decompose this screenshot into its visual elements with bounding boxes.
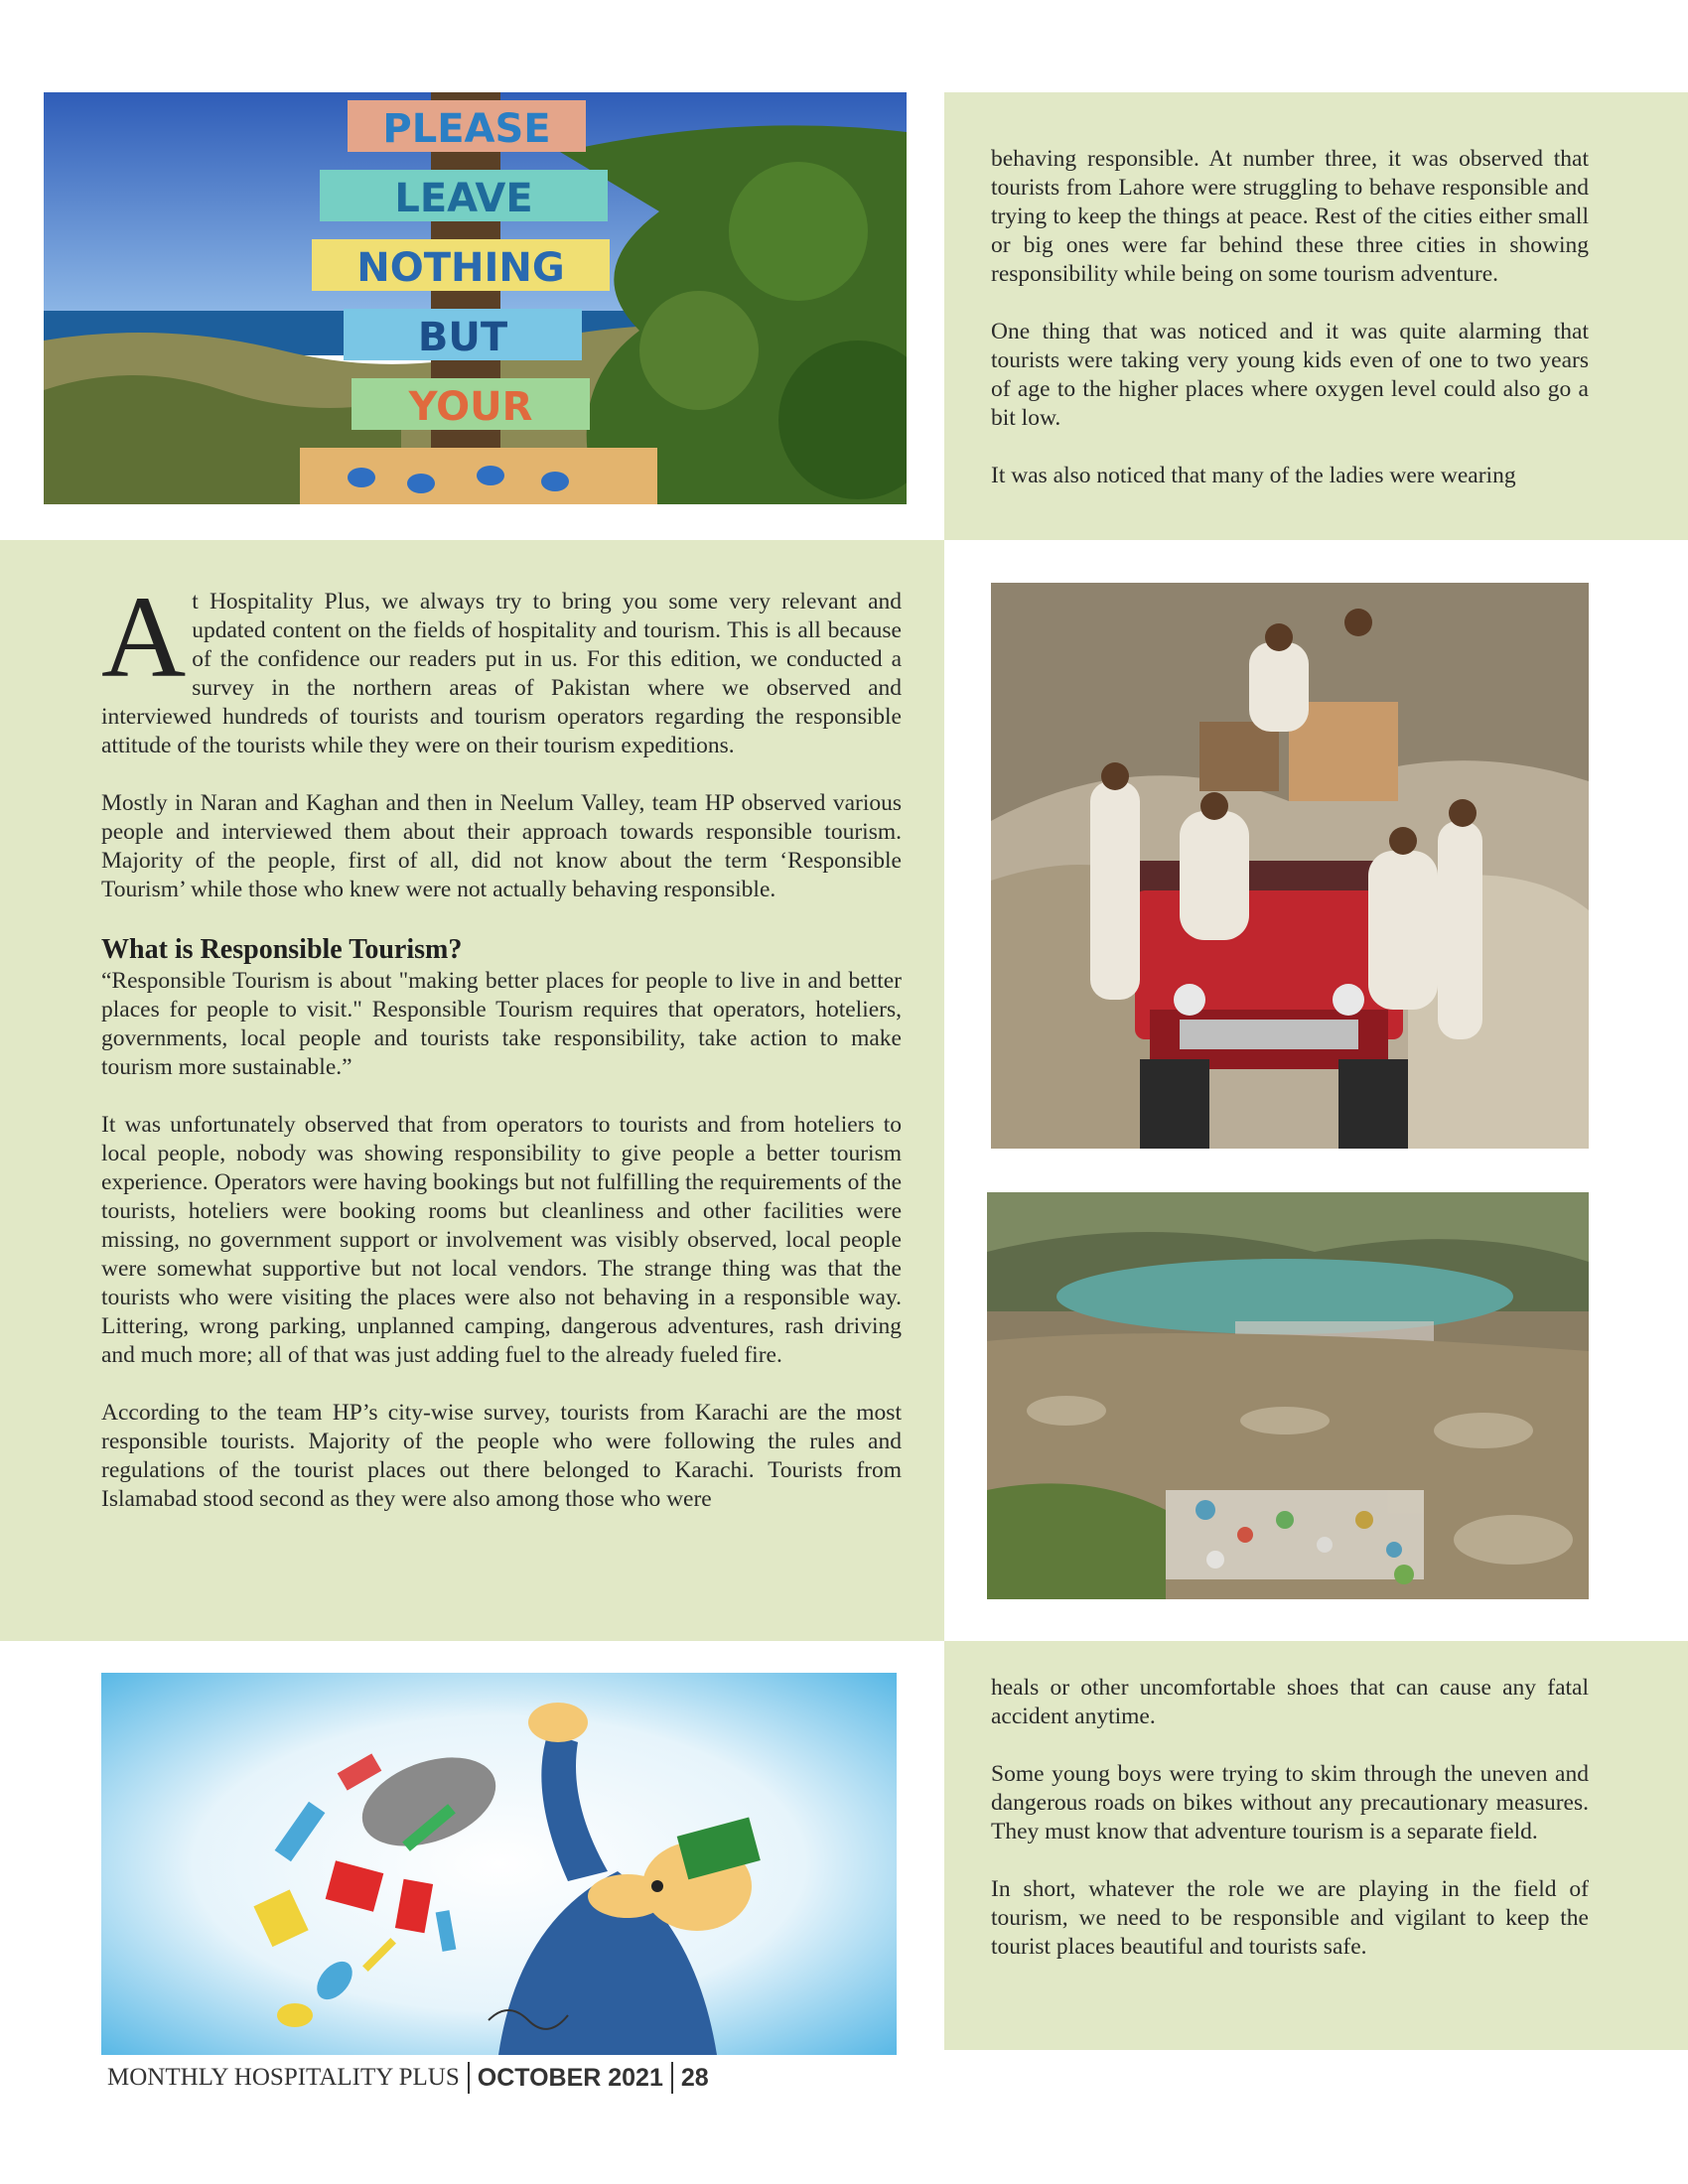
paragraph: It was also noticed that many of the ladies were wearing xyxy=(991,463,1516,488)
sign-line-4: BUT xyxy=(417,315,508,360)
quote-paragraph: “Responsible Tourism is about "making better places for people to live in and better places for people to visit." Responsible Tourism requires that operators, hoteliers, governments, local people and tourists take responsibility, take action to make tourism more sustainable.” xyxy=(101,968,902,1080)
page-footer xyxy=(107,2061,709,2095)
signpost-photo xyxy=(44,92,907,504)
paragraph: Some young boys were trying to skim through the uneven and dangerous roads on bikes without any precautionary measures. They must know that adventure tourism is a separate field. xyxy=(991,1761,1589,1844)
paragraph: It was unfortunately observed that from operators to tourists and from hoteliers to local people, nobody was showing responsibility to give people a better tourism experience. Operators were having bookings but not fulfilling the requirements of the tourists, hoteliers were booking rooms but cleanliness and other facilities were missing, no government support or involvement was visibly observed, local people were somewhat supportive but not local vendors. The strange thing was that the tourists who were visiting the places were also not behaving in a responsible way. Littering, wrong parking, unplanned camping, dangerous adventures, rash driving and much more; all of that was just adding fuel to the already fueled fire. xyxy=(101,1112,902,1368)
footer-divider xyxy=(671,2062,673,2094)
lake-litter-photo xyxy=(987,1192,1589,1599)
paragraph: One thing that was noticed and it was quite alarming that tourists were taking very young kids even of one to two years of age to the higher places where oxygen level could also go a bit low. xyxy=(991,319,1589,431)
page-number: 28 xyxy=(680,2063,709,2092)
paragraph: behaving responsible. At number three, it was observed that tourists from Lahore were struggling to behave responsible and trying to keep the things at peace. Rest of the cities either small or big ones were far behind these three cities in showing responsibility while being on some tourism adventure. xyxy=(991,146,1589,287)
jeep-photo xyxy=(991,583,1589,1149)
intro-text: t Hospitality Plus, we always try to bring you some very relevant and updated content on the fields of hospitality and tourism. This is all because of the confidence our readers put in us. For this edition, we conducted a survey in the northern areas of Pakistan where we observed and interviewed hundreds of tourists and tourism operators regarding the responsible attitude of the tourists while they were on their tourism expeditions. xyxy=(101,589,902,758)
issue-date: OCTOBER 2021 xyxy=(477,2063,663,2092)
section-heading: What is Responsible Tourism? xyxy=(101,934,463,965)
litter-cartoon xyxy=(101,1673,897,2055)
footer-divider xyxy=(468,2062,470,2094)
drop-cap: A xyxy=(101,572,187,702)
sign-line-3: NOTHING xyxy=(356,245,565,291)
sign-line-2: LEAVE xyxy=(394,176,533,221)
publication-name: MONTHLY HOSPITALITY PLUS xyxy=(107,2064,460,2091)
paragraph: Mostly in Naran and Kaghan and then in Neelum Valley, team HP observed various people and interviewed them about their approach towards responsible tourism. Majority of the people, first of all, did not know about the term ‘Responsible Tourism’ while those who knew were not actually behaving responsible. xyxy=(101,790,902,902)
paragraph: According to the team HP’s city-wise survey, tourists from Karachi are the most responsible tourists. Majority of the people who were following the rules and regulations of the tourist places out there belonged to Karachi. Tourists from Islamabad stood second as they were also among those who were xyxy=(101,1400,902,1512)
paragraph: In short, whatever the role we are playing in the field of tourism, we need to be responsible and vigilant to keep the tourist places beautiful and tourists safe. xyxy=(991,1876,1589,1960)
right-column-top-text xyxy=(991,145,1589,490)
right-column-bottom-text xyxy=(991,1674,1589,1962)
intro-paragraph xyxy=(101,572,902,760)
sign-line-1: PLEASE xyxy=(382,106,551,152)
paragraph: heals or other uncomfortable shoes that can cause any fatal accident anytime. xyxy=(991,1675,1589,1729)
sign-line-5: YOUR xyxy=(408,384,533,430)
main-article-text xyxy=(101,572,902,1514)
